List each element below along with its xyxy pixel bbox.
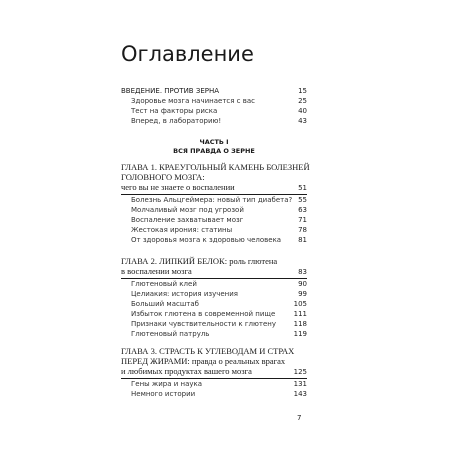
toc-subentry-page: 119: [293, 330, 307, 338]
chapter-title: [121, 162, 310, 193]
chapter-title-line: ГЛАВА 3. СТРАСТЬ К УГЛЕВОДАМ И СТРАХ: [121, 346, 295, 356]
part-heading: [121, 138, 307, 156]
toc-entry-label: ВВЕДЕНИЕ. ПРОТИВ ЗЕРНА: [121, 87, 220, 95]
toc-subentry: [121, 116, 307, 126]
toc-subentry-label: От здоровья мозга к здоровью человека: [131, 236, 282, 244]
toc-subentry: [121, 329, 307, 339]
toc-subentry: [121, 235, 307, 245]
toc-subentry-label: Вперед, в лабораторию!: [131, 117, 222, 125]
toc-subentry-page: 143: [293, 390, 307, 398]
toc-subentry: [121, 309, 307, 319]
page-number: 7: [297, 414, 302, 422]
toc-subentry-label: Немного истории: [131, 390, 196, 398]
toc-subentry-page: 90: [298, 280, 307, 288]
toc-subentry-page: 40: [298, 107, 307, 115]
toc-entry-page: 15: [298, 87, 307, 95]
chapter-title-line: ГЛАВА 2. ЛИПКИЙ БЕЛОК: роль глютена: [121, 256, 278, 266]
toc-subentry-label: Целиакия: история изучения: [131, 290, 239, 298]
toc-subentry-page: 131: [293, 380, 307, 388]
toc-subentry: [121, 205, 307, 215]
toc-subentry-page: 43: [298, 117, 307, 125]
toc-subentry: [121, 389, 307, 399]
toc-subentry: [121, 289, 307, 299]
toc-subentry-label: Гены жира и наука: [131, 380, 203, 388]
chapter-title-last-line: [121, 266, 307, 277]
toc-subentry-page: 105: [293, 300, 307, 308]
toc-subentry: [121, 215, 307, 225]
toc-subentry-page: 111: [293, 310, 307, 318]
toc-subentry-page: 118: [293, 320, 307, 328]
toc-subentry-label: Признаки чувствительности к глютену: [131, 320, 276, 328]
page-title: Оглавление: [121, 42, 254, 66]
toc-subentry-label: Жестокая ирония: статины: [131, 226, 233, 234]
toc-subentry-label: Воспаление захватывает мозг: [131, 216, 244, 224]
toc-subentry-page: 78: [298, 226, 307, 234]
toc-chapter-3: [121, 346, 307, 399]
toc-subentry: [121, 379, 307, 389]
toc-subentry-label: Тест на факторы риска: [131, 107, 218, 115]
toc-subentry-page: 71: [298, 216, 307, 224]
chapter-title-line: чего вы не знаете о воспалении: [121, 182, 235, 192]
toc-subentry: [121, 195, 307, 205]
toc-subentry-label: Глютеновый клей: [131, 280, 197, 288]
toc-subentry: [121, 106, 307, 116]
toc-subentry-label: Здоровье мозга начинается с вас: [131, 97, 256, 105]
chapter-title-line: в воспалении мозга: [121, 266, 192, 276]
chapter-page: 83: [298, 268, 307, 276]
toc-chapter-1: [121, 162, 310, 245]
toc-subentry-page: 55: [298, 196, 307, 204]
chapter-page: 51: [298, 184, 307, 192]
chapter-title-last-line: [121, 366, 307, 377]
toc-subentry: [121, 279, 307, 289]
toc-subentry: [121, 96, 307, 106]
chapter-title-line: ГЛАВА 1. КРАЕУГОЛЬНЫЙ КАМЕНЬ БОЛЕЗНЕЙ: [121, 162, 310, 172]
toc-subentry-label: Глютеновый патруль: [131, 330, 210, 338]
toc-entry: [121, 86, 307, 96]
toc-subentry-page: 81: [298, 236, 307, 244]
toc-chapter-2: [121, 256, 307, 339]
part-number: ЧАСТЬ I: [199, 138, 229, 146]
toc-intro: [121, 86, 307, 126]
chapter-title-last-line: [121, 182, 307, 193]
toc-subentry-page: 63: [298, 206, 307, 214]
chapter-title: [121, 346, 307, 377]
toc-subentry-label: Болезнь Альцгеймера: новый тип диабета?: [131, 196, 293, 204]
chapter-title-line: ГОЛОВНОГО МОЗГА:: [121, 172, 205, 182]
chapter-title: [121, 256, 307, 277]
part-title: ВСЯ ПРАВДА О ЗЕРНЕ: [173, 147, 255, 155]
toc-subentry: [121, 299, 307, 309]
chapter-page: 125: [293, 368, 307, 376]
chapter-title-line: и любимых продуктах вашего мозга: [121, 366, 252, 376]
chapter-title-line: ПЕРЕД ЖИРАМИ: правда о реальных врагах: [121, 356, 286, 366]
toc-subentry-label: Больший масштаб: [131, 300, 199, 308]
toc-subentry-label: Избыток глютена в современной пище: [131, 310, 276, 318]
toc-subentry: [121, 225, 307, 235]
toc-subentry: [121, 319, 307, 329]
toc-subentry-page: 99: [298, 290, 307, 298]
toc-subentry-page: 25: [298, 97, 307, 105]
toc-subentry-label: Молчаливый мозг под угрозой: [131, 206, 244, 214]
